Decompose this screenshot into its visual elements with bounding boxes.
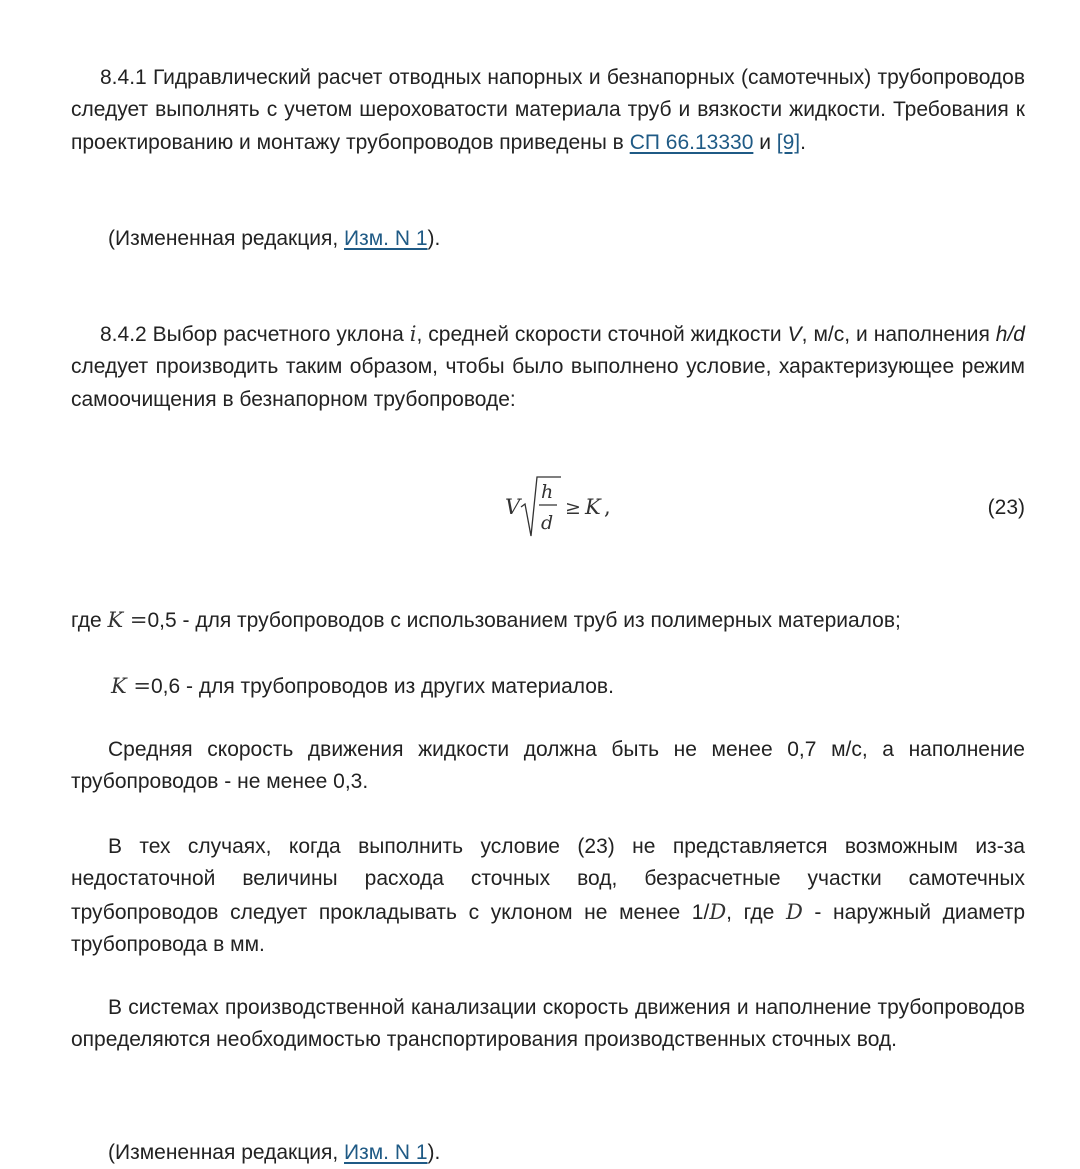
amendment-note-1 <box>71 223 1025 255</box>
paragraph-8-4-1 <box>71 62 1025 159</box>
definition-text: 0,6 - для трубопроводов из других материалов. <box>150 675 614 698</box>
paragraph-text: , где <box>726 900 786 924</box>
paragraph-industrial <box>71 992 1025 1057</box>
paragraph-text: - наружный диаметр трубопровода в мм. <box>71 900 1025 956</box>
amendment-text: ). <box>427 227 441 250</box>
formula-h: h <box>541 481 554 503</box>
formula-v: V <box>505 495 521 519</box>
formula-23 <box>71 474 1025 540</box>
link-sp-66-13330[interactable]: СП 66.13330 <box>629 130 754 154</box>
variable-k: K <box>107 608 124 632</box>
link-reference-9[interactable]: [9] <box>776 130 801 154</box>
amendment-text: ). <box>427 1141 441 1164</box>
formula-expression <box>505 474 625 540</box>
variable-d: D <box>709 899 727 924</box>
formula-geq: ≥ <box>565 497 581 519</box>
paragraph-text: В тех случаях, когда выполнить условие (23) не представляется возможным из-за недостаточной величины расхода сточных вод, безрасчетные участки самотечных трубопроводов следует прокладывать с уклоном не менее 1/ <box>71 835 1025 924</box>
link-amendment-1-second[interactable]: Изм. N 1 <box>344 1141 428 1164</box>
link-amendment-1[interactable]: Изм. N 1 <box>344 227 428 250</box>
paragraph-text: . <box>800 130 806 154</box>
variable-h-d: h/d <box>995 323 1025 346</box>
paragraph-text: следует производить таким образом, чтобы было выполнено условие, характеризующее режим самоочищения в безнапорном трубопроводе: <box>71 355 1025 411</box>
formula-d: d <box>541 512 554 534</box>
paragraph-text: , средней скорости сточной жидкости <box>416 323 788 346</box>
paragraph-velocity <box>71 734 1025 799</box>
definition-k-other <box>71 670 1025 703</box>
variable-k: K <box>111 674 127 698</box>
paragraph-text: , м/с, и наполнения <box>801 323 996 346</box>
definition-prefix: где <box>71 609 108 632</box>
definition-k-polymer <box>71 604 1025 637</box>
variable-v: V <box>787 323 802 346</box>
variable-d: D <box>785 899 803 924</box>
definition-text: 0,5 - для трубопроводов с использованием труб из полимерных материалов; <box>147 609 901 632</box>
paragraph-text: Средняя скорость движения жидкости должна быть не менее 0,7 м/с, а наполнение трубопроводов - не менее 0,3. <box>71 738 1025 794</box>
paragraph-8-4-2 <box>71 318 1025 416</box>
amendment-text: (Измененная редакция, <box>108 227 345 250</box>
formula-comma: , <box>604 495 611 519</box>
paragraph-text: В системах производственной канализации скорость движения и наполнение трубопроводов определяются необходимостью транспортирования производственных сточных вод. <box>71 996 1025 1052</box>
formula-k: K <box>585 495 601 519</box>
paragraph-text: 8.4.2 Выбор расчетного уклона <box>100 323 410 346</box>
paragraph-text: и <box>753 130 777 154</box>
variable-i: i <box>409 322 417 346</box>
paragraph-slope <box>71 831 1025 961</box>
equation-number: (23) <box>987 496 1025 519</box>
paragraph-text: 8.4.1 Гидравлический расчет отводных напорных и безнапорных (самотечных) трубопроводов следует выполнять с учетом шероховатости материала труб и вязкости жидкости. Требования к проектированию и монтажу трубопроводов приведены в <box>71 66 1025 154</box>
equals-sign: = <box>123 608 148 632</box>
equals-sign: = <box>126 674 151 698</box>
amendment-note-2 <box>71 1137 1025 1169</box>
amendment-text: (Измененная редакция, <box>108 1141 345 1164</box>
